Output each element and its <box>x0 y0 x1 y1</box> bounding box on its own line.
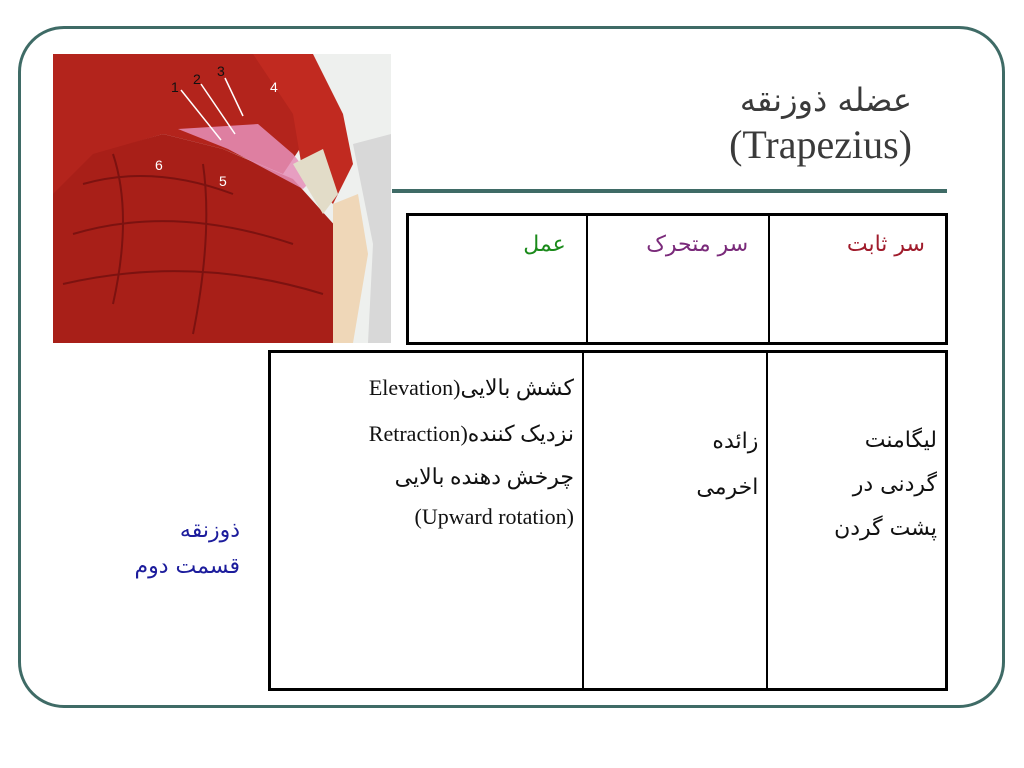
slide-title <box>729 80 912 170</box>
content-table <box>268 350 948 691</box>
action-line: کشش بالایی(Elevation <box>368 375 574 400</box>
figure-label-3: 3 <box>217 63 225 79</box>
trapezius-anatomy-image <box>53 54 391 343</box>
cell-moving <box>583 352 767 690</box>
figure-label-5: 5 <box>219 173 227 189</box>
title-english: (Trapezius) <box>729 122 912 167</box>
header-action: عمل <box>408 215 587 344</box>
header-moving-head: سر متحرک <box>587 215 769 344</box>
side-label <box>80 513 240 585</box>
figure-label-6: 6 <box>155 157 163 173</box>
moving-line: زائده <box>712 429 759 454</box>
action-line: نزدیک کننده(Retraction <box>368 421 574 446</box>
fixed-line: پشت گردن <box>834 516 937 541</box>
cell-action <box>270 352 583 690</box>
cell-fixed <box>767 352 946 690</box>
action-line: (Upward rotation) <box>414 504 574 529</box>
figure-label-4: 4 <box>270 79 278 95</box>
moving-line: اخرمی <box>696 475 759 500</box>
fixed-line: لیگامنت <box>864 428 937 453</box>
action-line: چرخش دهنده بالایی <box>394 464 574 489</box>
header-table <box>406 213 948 345</box>
side-label-line2: قسمت دوم <box>134 554 240 579</box>
title-persian: عضله ذوزنقه <box>739 81 912 119</box>
header-fixed-head: سر ثابت <box>769 215 946 344</box>
side-label-line1: ذوزنقه <box>179 518 240 543</box>
figure-label-2: 2 <box>193 71 201 87</box>
title-divider <box>392 189 947 193</box>
figure-label-1: 1 <box>171 79 179 95</box>
fixed-line: گردنی در <box>852 472 937 497</box>
